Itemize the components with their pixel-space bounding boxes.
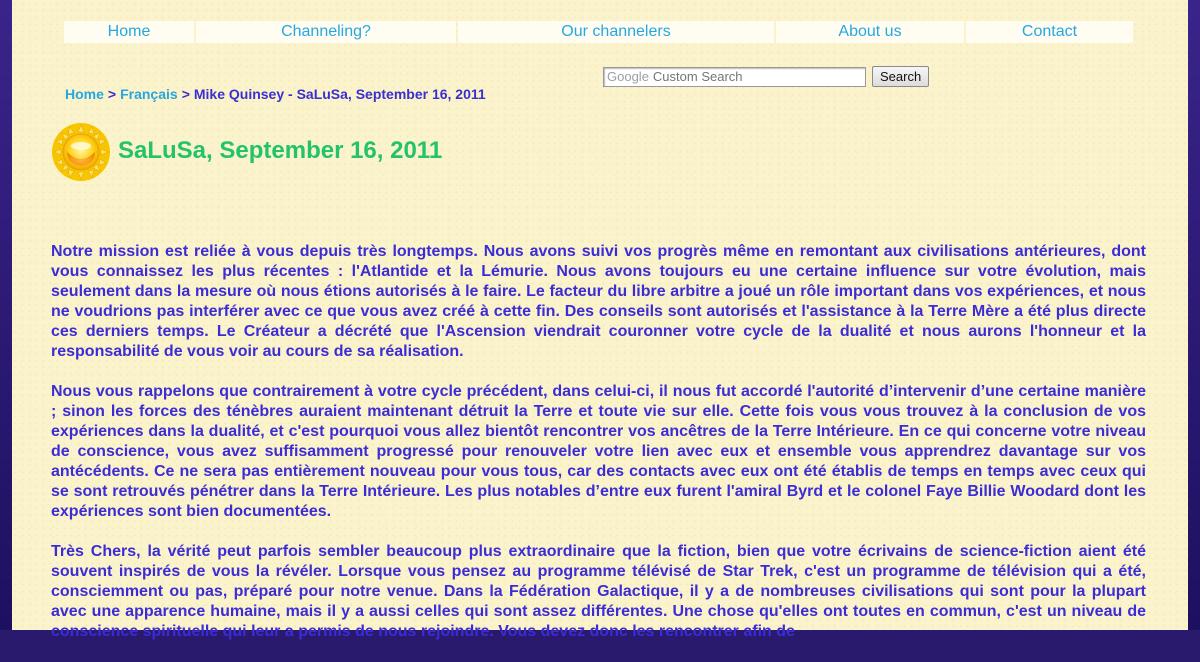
top-nav <box>64 21 1133 43</box>
article-body <box>51 242 1146 662</box>
article-paragraph: Nous vous rappelons que contrairement à votre cycle précédent, dans celui-ci, il nous fut accordé l'autorité d’intervenir d’une certaine manière ; sinon les forces des ténèbres auraient maintenant détruit la Terre et toute vie sur elle. Cette fois vous vous trouvez à la conclusion de vos expériences dans la dualité, et c'est pourquoi vous allez bientôt rencontrer vos ancêtres de la Terre Intérieure. En ce qui concerne votre niveau de conscience, vous avez suffisamment progressé pour renouveler votre lien avec eux et ensemble vous apprendrez davantage sur vos antécédents. Ce ne sera pas entièrement nouveau pour vous tous, car des contacts avec eux ont été établis de temps en temps avec ceux qui se sont retrouvés pénétrer dans la Terre Intérieure. Les plus notables d’entre eux furent l'amiral Byrd et le colonel Faye Billie Woodard dont les expériences sont bien documentées. <box>51 383 1146 520</box>
search-input[interactable] <box>653 69 853 84</box>
nav-contact[interactable]: Contact <box>966 21 1133 43</box>
google-label: Google <box>607 69 649 84</box>
nav-our-channelers[interactable]: Our channelers <box>458 21 774 43</box>
page-title: SaLuSa, September 16, 2011 <box>118 137 443 164</box>
nav-home[interactable]: Home <box>64 21 194 43</box>
breadcrumb-current: Mike Quinsey - SaLuSa, September 16, 2011 <box>193 86 486 102</box>
search-form <box>603 66 929 87</box>
breadcrumb-separator: > <box>107 86 117 102</box>
search-button[interactable]: Search <box>872 66 929 87</box>
page <box>12 0 1188 640</box>
article-paragraph: Très Chers, la vérité peut parfois sembler beaucoup plus extraordinaire que la fiction, bien que votre écrivains de science-fiction aient été souvent inspirés de vous la révéler. Lorsque vous pensez au programme télévisé de Star Trek, c'est un programme de télévision qui a été, consciemment ou pas, préparé pour notre venue. Dans la Fédération Galactique, il y a de nombreuses civilisations qui sont pour la plupart avec une apparence humaine, mais il y a aussi celles qui sont assez différentes. Une chose qu'elles ont toutes en commun, c'est un niveau de conscience spirituelle qui leur a permis de nous rejoindre. Vous devez donc les rencontrer afin de <box>51 543 1146 640</box>
sun-icon <box>51 122 111 182</box>
search-box[interactable] <box>603 67 866 87</box>
article-paragraph: Notre mission est reliée à vous depuis très longtemps. Nous avons suivi vos progrès même en remontant aux civilisations antérieures, dont vous connaissez les plus récentes : l'Atlantide et la Lémurie. Nous avons toujours eu une certaine influence sur votre évolution, mais seulement dans la mesure où nous étions autorisés à le faire. Le facteur du libre arbitre a joué un rôle important dans vos expériences, et nous ne voudrions pas interférer avec ce que vous avez créé à cette fin. Des conseils sont autorisés et l'assistance à la Terre Mère a été plus directe ces derniers temps. Le Créateur a décrété que l'Ascension viendrait couronner votre cycle de la dualité et nous aurons l'honneur et la responsabilité de vous voir au cours de sa réalisation. <box>51 243 1146 360</box>
breadcrumb-separator: > <box>181 86 190 102</box>
breadcrumb <box>65 86 486 102</box>
breadcrumb-language[interactable]: Français <box>120 86 178 102</box>
right-frame <box>1188 0 1200 630</box>
left-frame <box>0 0 12 630</box>
breadcrumb-home[interactable]: Home <box>65 86 104 102</box>
nav-about-us[interactable]: About us <box>776 21 964 43</box>
nav-channeling[interactable]: Channeling? <box>196 21 456 43</box>
